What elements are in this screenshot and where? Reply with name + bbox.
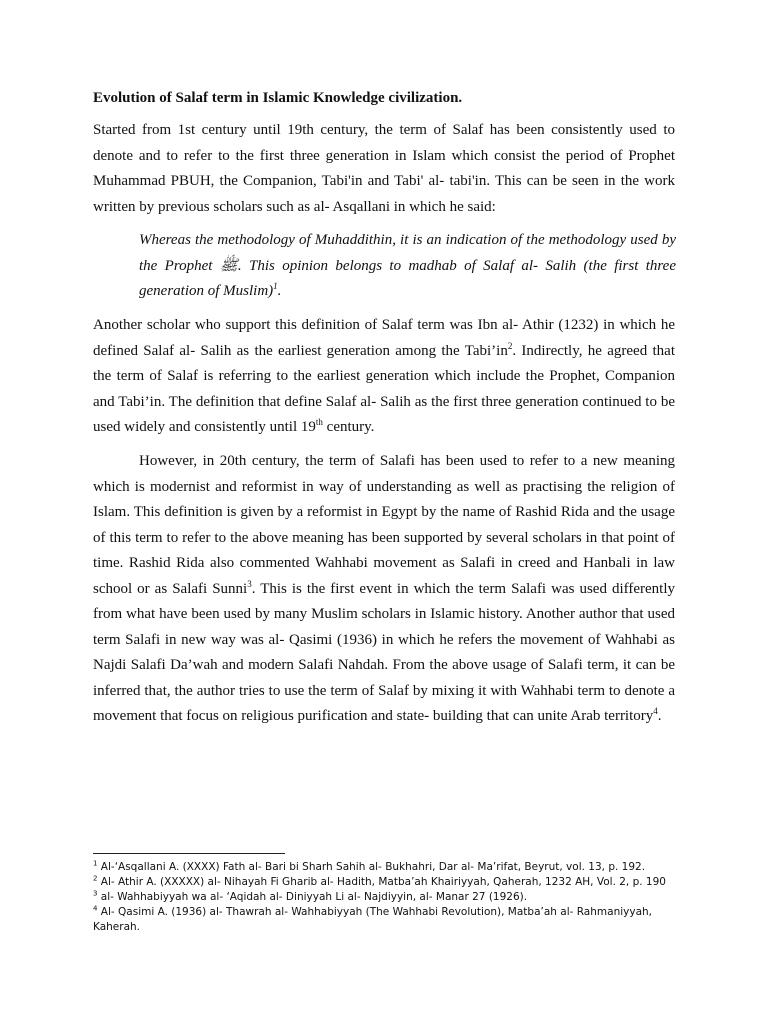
- paragraph-20th-century-part1: However, in 20th century, the term of Salafi has been used to refer to a new meaning which is modernist and reformist in way of understanding as well as practising the religion of Islam. This definition is given by a reformist in Egypt by the name of Rashid Rida and the usage of this term to refer to the above meaning has been supported by several scholars in that point of time. Rashid Rida also commented Wahhabi movement as Salafi in creed and Hanbali in law school or as Salafi Sunni: [93, 453, 675, 597]
- footnote-text: Al- Athir A. (XXXXX) al- Nihayah Fi Gharib al- Hadith, Matba’ah Khairiyyah, Qaherah, 1232 AH, Vol. 2, p. 190: [97, 876, 666, 888]
- footnote-ref-3[interactable]: 3: [247, 578, 252, 589]
- footnote-number: 3: [93, 889, 98, 898]
- paragraph-ibn-athir: [93, 313, 675, 441]
- footnote-separator: [93, 853, 285, 854]
- footnotes: [93, 860, 673, 935]
- footnote-ref-4[interactable]: 4: [653, 706, 658, 716]
- ordinal-suffix: th: [315, 417, 323, 427]
- paragraph-ibn-athir-part2: . Indirectly, he agreed that the term of Salaf is referring to the earliest generation which include the Prophet, Companion and Tabi’in. The definition that define Salaf al- Salih as the first three generation continued to be used widely and consistently until 19: [93, 342, 676, 435]
- paragraph-20th-century: [93, 449, 675, 730]
- footnote-2: [93, 875, 673, 890]
- footnote-text: al- Wahhabiyyah wa al- ‘Aqidah al- Diniyyah Li al- Najdiyyin, al- Manar 27 (1926).: [97, 891, 528, 903]
- paragraph-intro: [93, 118, 675, 220]
- footnote-number: 4: [93, 904, 98, 913]
- footnote-ref-1[interactable]: 1: [273, 281, 278, 291]
- footnote-number: 2: [93, 874, 98, 883]
- footnote-4: [93, 905, 673, 935]
- paragraph-ibn-athir-part3: century.: [322, 419, 375, 435]
- quote-text: Whereas the methodology of Muhaddithin, it is an indication of the methodology used by the Prophet ﷺ. This opinion belongs to madhab of Salaf al- Salih (the first three generation of Muslim): [139, 232, 676, 299]
- block-quote: [139, 228, 676, 305]
- footnote-1: [93, 860, 673, 875]
- footnote-ref-2[interactable]: 2: [507, 340, 513, 351]
- quote-end: .: [277, 283, 282, 299]
- paragraph-20th-century-part2: . This is the first event in which the term Salafi was used differently from what have been used by many Muslim scholars in Islamic history. Another author that used term Salafi in new way was al- Qasimi (1936) in which he refers the movement of Wahhabi as Najdi Salafi Da’wah and modern Salafi Nahdah. From the above usage of Salafi term, it can be inferred that, the author tries to use the term of Salaf by mixing it with Wahhabi term to denote a movement that focus on religious purification and state- building that can unite Arab territory: [93, 580, 676, 724]
- footnote-number: 1: [93, 859, 98, 868]
- footnote-text: Al-‘Asqallani A. (XXXX) Fath al- Bari bi Sharh Sahih al- Bukhahri, Dar al- Ma’rifat, Beyrut, vol. 13, p. 192.: [97, 861, 646, 873]
- footnote-text: Al- Qasimi A. (1936) al- Thawrah al- Wahhabiyyah (The Wahhabi Revolution), Matba’ah al- Rahmaniyyah, Kaherah.: [93, 906, 652, 933]
- paragraph-ibn-athir-part1: Another scholar who support this definition of Salaf term was Ibn al- Athir (1232) in which he defined Salaf al- Salih as the earliest generation among the Tabi’in: [93, 317, 675, 359]
- paragraph-20th-century-part3: .: [657, 708, 662, 724]
- document-heading: Evolution of Salaf term in Islamic Knowledge civilization.: [93, 90, 463, 106]
- paragraph-intro-text: Started from 1st century until 19th century, the term of Salaf has been consistently used to denote and to refer to the first three generation in Islam which consist the period of Prophet Muhammad PBUH, the Companion, Tabi'in and Tabi' al- tabi'in. This can be seen in the work written by previous scholars such as al- Asqallani in which he said:: [93, 122, 675, 215]
- footnote-3: [93, 890, 673, 905]
